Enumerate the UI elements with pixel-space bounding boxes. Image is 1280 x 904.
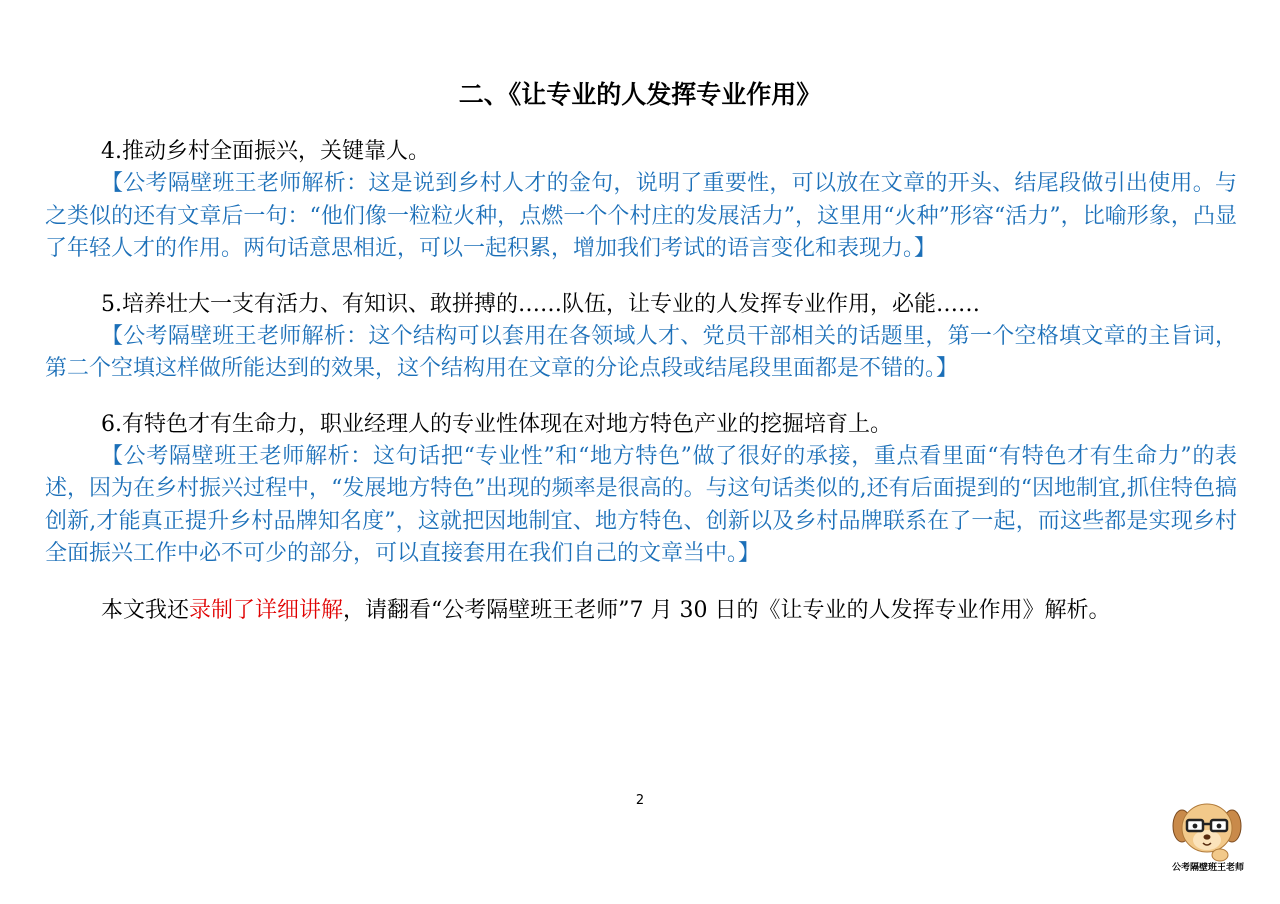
closing-highlight: 录制了详细讲解 — [189, 597, 344, 623]
brand-logo — [1160, 798, 1260, 880]
document-body — [45, 135, 1237, 628]
section-5 — [45, 288, 1237, 386]
page-number: 2 — [635, 793, 645, 808]
closing-text-before: 本文我还 — [101, 597, 190, 623]
puppy-with-glasses-icon — [1170, 798, 1244, 864]
analysis-note: 【公考隔壁班王老师解析：这个结构可以套用在各领域人才、党员干部相关的话题里，第一个空格填文章的主旨词，第二个空填这样做所能达到的效果，这个结构用在文章的分论点段或结尾段里面都是不错的。】 — [45, 323, 1237, 381]
section-4 — [45, 135, 1237, 266]
analysis-note: 【公考隔壁班王老师解析：这句话把“专业性”和“地方特色”做了很好的承接，重点看里面“有特色才有生命力”的表述，因为在乡村振兴过程中，“发展地方特色”出现的频率是很高的。与这句话类似的,还有后面提到的“因地制宜,抓住特色搞创新,才能真正提升乡村品牌知名度”，这就把因地制宜、地方特色、创新以及乡村品牌联系在了一起，而这些都是实现乡村全面振兴工作中必不可少的部分，可以直接套用在我们自己的文章当中。】 — [45, 443, 1237, 566]
page-title: 二、《让专业的人发挥专业作用》 — [458, 80, 822, 109]
section-6 — [45, 408, 1237, 571]
analysis-note: 【公考隔壁班王老师解析：这是说到乡村人才的金句，说明了重要性，可以放在文章的开头、结尾段做引出使用。与之类似的还有文章后一句：“他们像一粒粒火种，点燃一个个村庄的发展活力”，这里用“火种”形容“活力”，比喻形象，凸显了年轻人才的作用。两句话意思相近，可以一起积累，增加我们考试的语言变化和表现力。】 — [45, 171, 1237, 261]
section-heading: 6.有特色才有生命力，职业经理人的专业性体现在对地方特色产业的挖掘培育上。 — [101, 411, 892, 437]
closing-paragraph — [45, 593, 1237, 628]
section-heading: 5.培养壮大一支有活力、有知识、敢拼搏的……队伍，让专业的人发挥专业作用，必能…… — [101, 291, 980, 317]
section-heading: 4.推动乡村全面振兴，关键靠人。 — [101, 139, 430, 164]
logo-caption: 公考隔壁班王老师 — [1171, 863, 1244, 873]
closing-text-after: ，请翻看“公考隔壁班王老师”7 月 30 日的《让专业的人发挥专业作用》解析。 — [343, 597, 1111, 623]
